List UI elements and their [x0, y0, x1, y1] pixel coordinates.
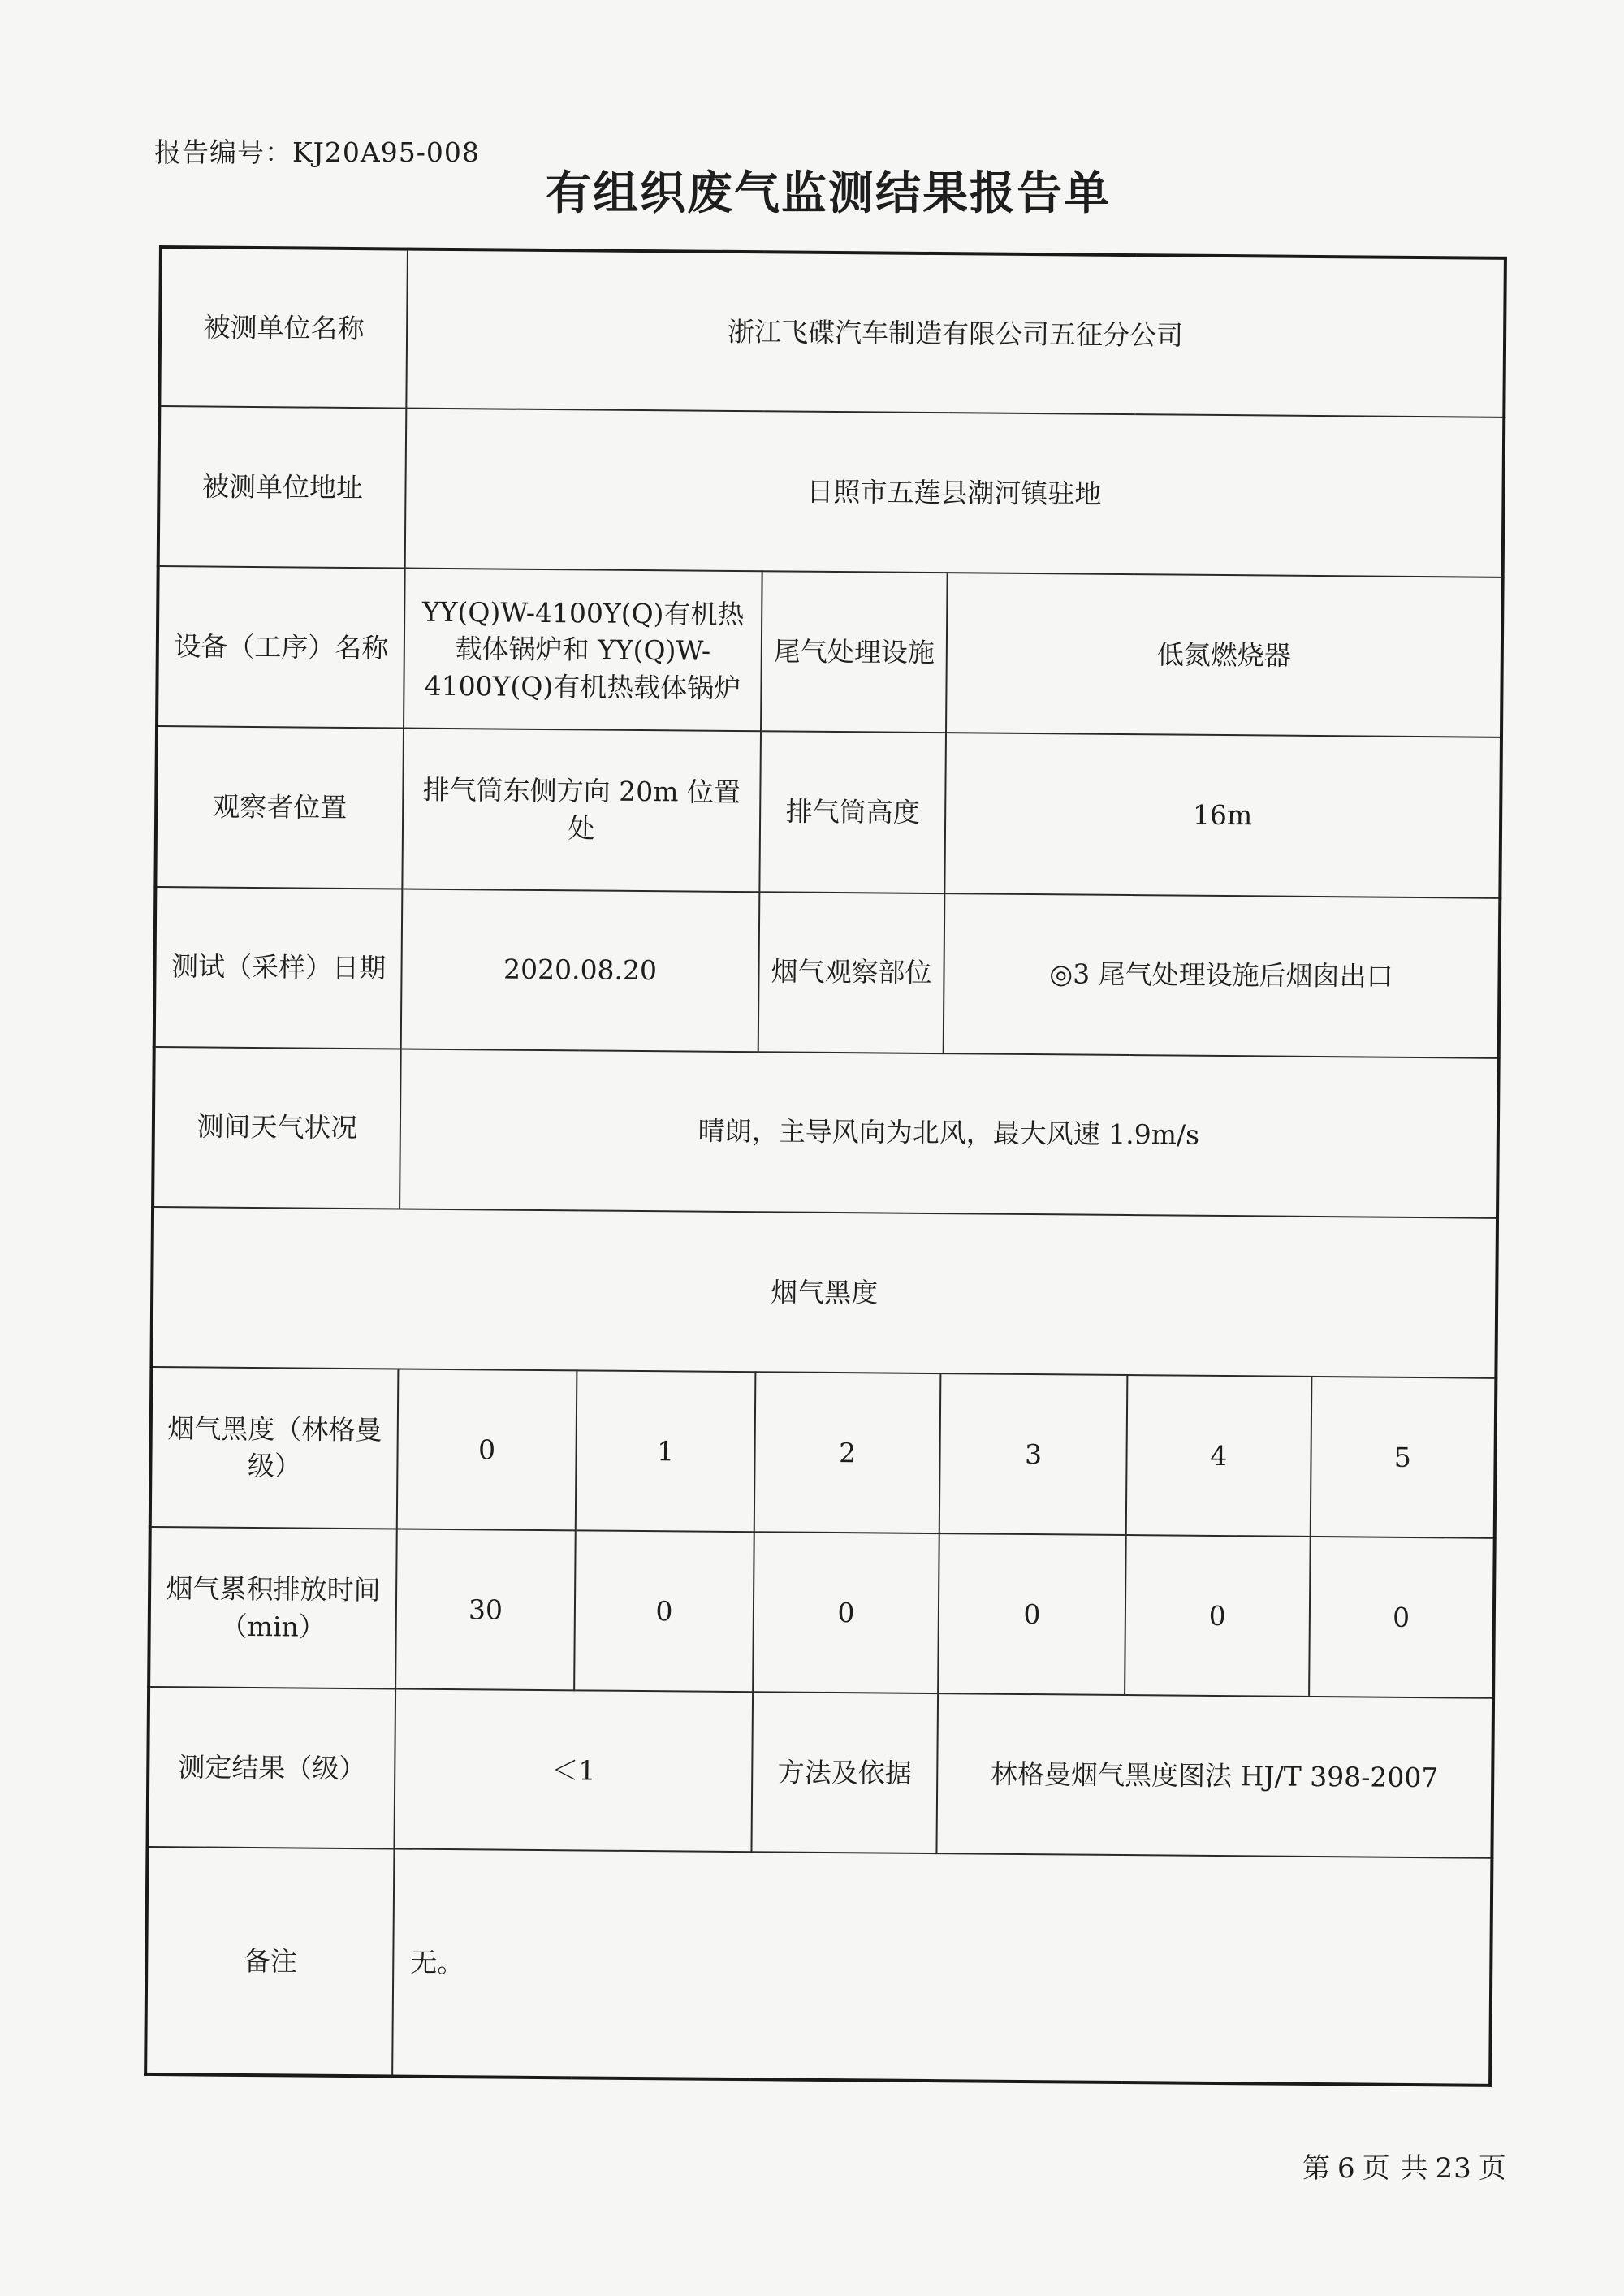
unit-name-value: 浙江飞碟汽车制造有限公司五征分公司 [406, 249, 1505, 417]
weather-label: 测间天气状况 [153, 1047, 401, 1209]
remarks-label: 备注 [145, 1847, 394, 2076]
emission-value: 0 [938, 1533, 1126, 1695]
observation-point-value: ◎3 尾气处理设施后烟囱出口 [944, 893, 1501, 1058]
equipment-row [157, 566, 1503, 737]
blackness-row [150, 1367, 1497, 1538]
blackness-value: 4 [1127, 1376, 1311, 1536]
remarks-row [145, 1847, 1492, 2086]
equipment-value: YY(Q)W-4100Y(Q)有机热载体锅炉和 YY(Q)W-4100Y(Q)有机热载体锅炉 [404, 569, 762, 732]
blackness-value: 5 [1393, 1441, 1411, 1473]
observer-position-label: 观察者位置 [155, 726, 404, 889]
blackness-value: 3 [939, 1373, 1128, 1535]
unit-address-value: 日照市五莲县潮河镇驻地 [405, 409, 1505, 577]
observer-position-value: 排气筒东侧方向 20m 位置处 [402, 729, 761, 892]
unit-address-label: 被测单位地址 [158, 406, 407, 569]
equipment-label: 设备（工序）名称 [157, 566, 405, 729]
test-date-label: 测试（采样）日期 [154, 886, 403, 1049]
stack-height-label: 排气筒高度 [759, 732, 946, 893]
blackness-label: 烟气黑度（林格曼级） [150, 1367, 399, 1529]
emission-split [1125, 1536, 1493, 1697]
section-title: 烟气黑度 [151, 1207, 1497, 1378]
report-number: 报告编号：KJ20A95-008 [154, 136, 480, 168]
page-total: 23 [1435, 2152, 1472, 2185]
result-row [147, 1687, 1493, 1858]
page-suffix: 页 [1478, 2152, 1507, 2185]
page-middle: 页 共 [1362, 2152, 1429, 2185]
treatment-label: 尾气处理设施 [761, 571, 948, 733]
blackness-value: 1 [576, 1370, 756, 1532]
method-label: 方法及依据 [751, 1692, 938, 1853]
test-date-value: 2020.08.20 [401, 889, 760, 1052]
report-form [144, 245, 1504, 2087]
blackness-split [1127, 1376, 1495, 1537]
blackness-value: 0 [397, 1369, 577, 1530]
test-date-row [154, 886, 1501, 1057]
emission-split-cell [1125, 1535, 1495, 1698]
treatment-value: 低氮燃烧器 [946, 573, 1503, 737]
blackness-value: 2 [754, 1372, 941, 1533]
report-table [144, 245, 1507, 2087]
page-title: 有组织废气监测结果报告单 [546, 167, 1111, 220]
weather-row [153, 1047, 1499, 1218]
remarks-value: 无。 [392, 1849, 1492, 2086]
observation-point-label: 烟气观察部位 [758, 892, 945, 1053]
page-number [1299, 2146, 1510, 2186]
emission-value: 0 [1392, 1601, 1410, 1633]
section-row [151, 1207, 1497, 1378]
observer-row [155, 726, 1501, 897]
emission-label: 烟气累积排放时间（min） [149, 1527, 397, 1689]
page-current: 6 [1337, 2152, 1356, 2185]
method-value: 林格曼烟气黑度图法 HJ/T 398-2007 [936, 1693, 1493, 1858]
unit-name-label: 被测单位名称 [159, 247, 408, 409]
stack-height-value: 16m [944, 733, 1501, 898]
emission-value: 0 [574, 1530, 754, 1692]
emission-row [149, 1527, 1495, 1698]
unit-address-row [158, 406, 1505, 577]
emission-value: 0 [753, 1532, 939, 1693]
emission-value: 0 [1125, 1536, 1310, 1696]
page-prefix: 第 [1302, 2152, 1331, 2185]
emission-value: 30 [395, 1529, 576, 1691]
result-value: ＜1 [394, 1689, 753, 1853]
blackness-split-cell [1126, 1375, 1497, 1538]
result-label: 测定结果（级） [147, 1687, 395, 1849]
unit-name-row [159, 247, 1505, 417]
weather-value: 晴朗，主导风向为北风，最大风速 1.9m/s [400, 1049, 1499, 1217]
